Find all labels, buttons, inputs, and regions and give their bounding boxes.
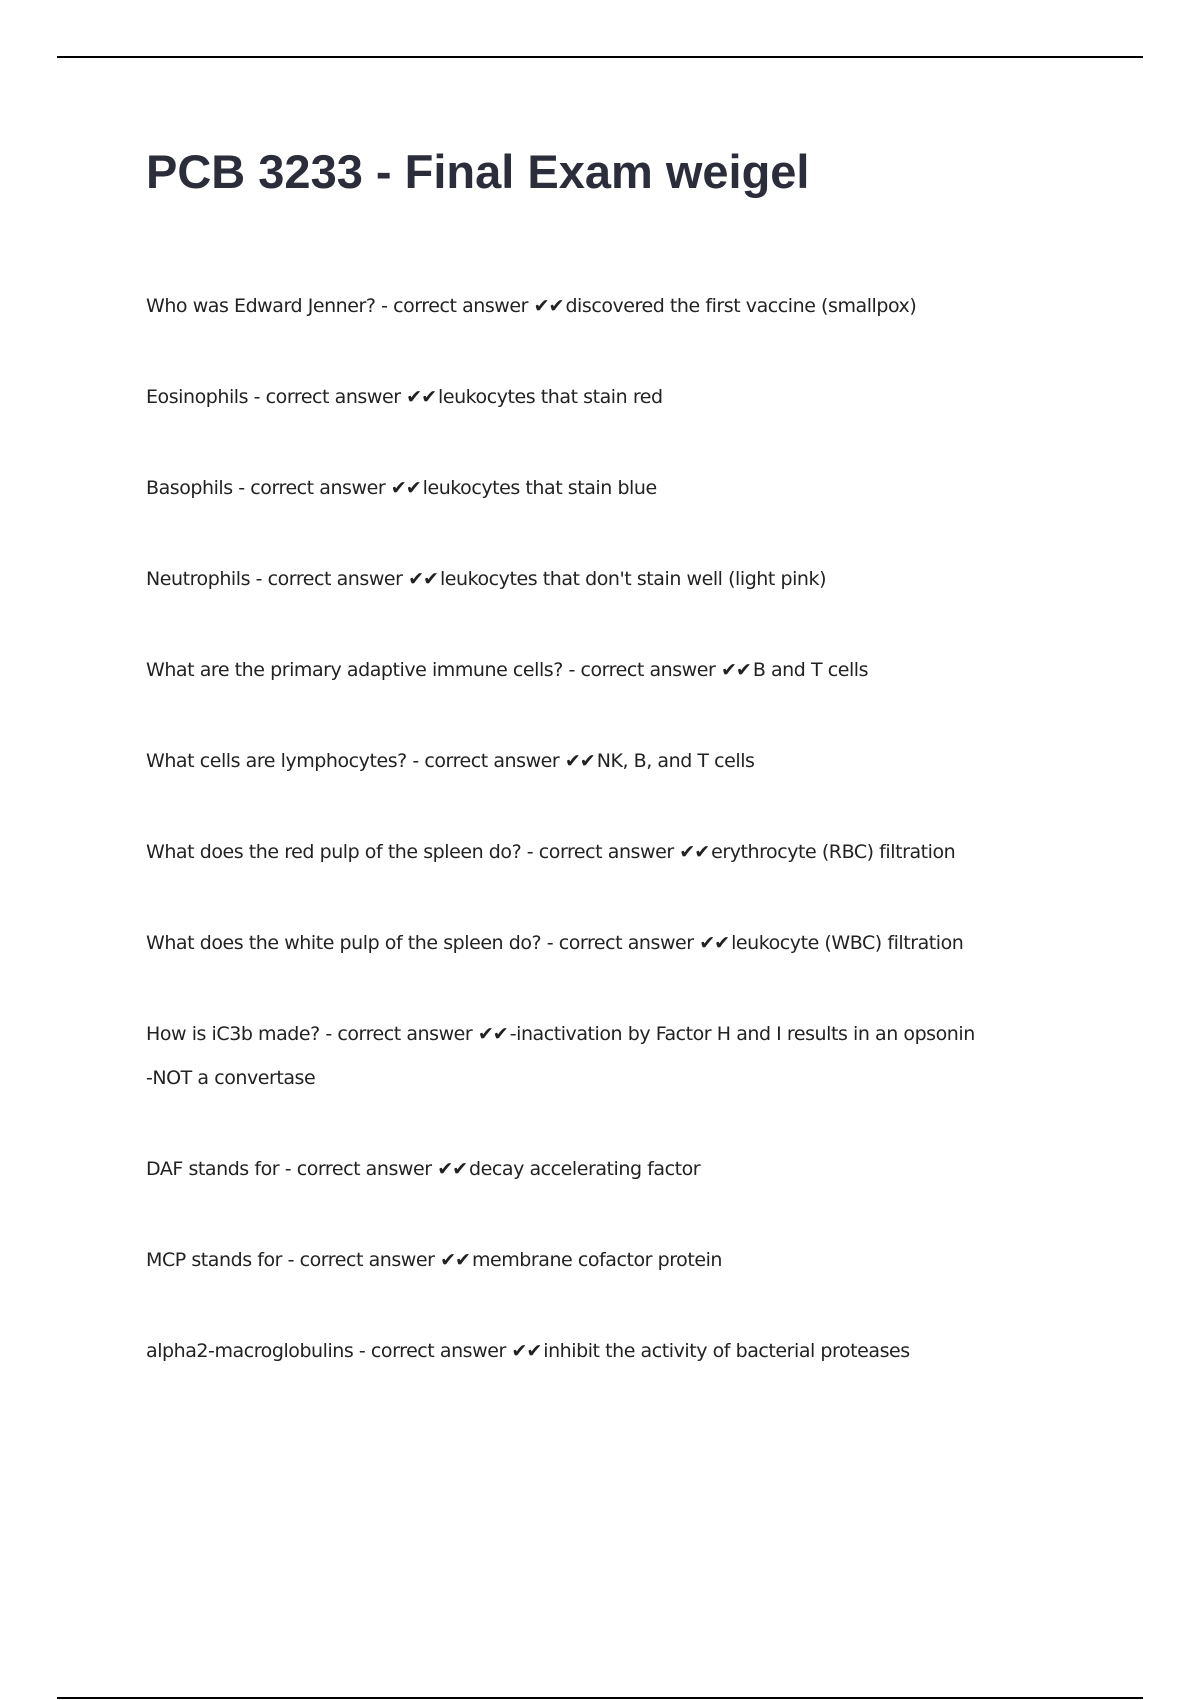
qa-question: What does the red pulp of the spleen do?	[146, 841, 522, 863]
qa-item	[146, 921, 963, 965]
qa-answer: leukocytes that stain red	[438, 386, 663, 408]
qa-answer: discovered the first vaccine (smallpox)	[565, 295, 917, 317]
qa-answer: leukocyte (WBC) filtration	[731, 932, 964, 954]
qa-question: What cells are lymphocytes?	[146, 750, 407, 772]
double-check-icon: ✔✔	[679, 841, 710, 863]
qa-question: Neutrophils	[146, 568, 251, 590]
top-divider	[57, 56, 1143, 58]
qa-answer: -inactivation by Factor H and I results in an opsonin	[509, 1023, 975, 1045]
qa-question: Who was Edward Jenner?	[146, 295, 376, 317]
double-check-icon: ✔✔	[533, 295, 564, 317]
double-check-icon: ✔✔	[720, 659, 751, 681]
qa-answer: leukocytes that stain blue	[422, 477, 657, 499]
qa-answer: membrane cofactor protein	[471, 1249, 722, 1271]
double-check-icon: ✔✔	[390, 477, 421, 499]
qa-separator: - correct answer	[250, 568, 409, 590]
qa-item	[146, 284, 916, 328]
qa-answer: B and T cells	[752, 659, 869, 681]
qa-answer: NK, B, and T cells	[596, 750, 755, 772]
qa-item	[146, 1147, 700, 1191]
qa-question: DAF stands for	[146, 1158, 280, 1180]
qa-answer: inhibit the activity of bacterial proteases	[543, 1340, 910, 1362]
double-check-icon: ✔✔	[437, 1158, 468, 1180]
qa-separator: - correct answer	[279, 1158, 438, 1180]
qa-separator: - correct answer	[232, 477, 391, 499]
qa-separator: - correct answer	[248, 386, 407, 408]
qa-item	[146, 830, 955, 874]
qa-item	[146, 1012, 975, 1056]
qa-separator: - correct answer	[521, 841, 680, 863]
double-check-icon: ✔✔	[699, 932, 730, 954]
qa-question: What does the white pulp of the spleen do?	[146, 932, 542, 954]
double-check-icon: ✔✔	[408, 568, 438, 590]
bottom-divider	[57, 1697, 1143, 1699]
qa-question: alpha2-macroglobulins	[146, 1340, 354, 1362]
qa-answer: decay accelerating factor	[469, 1158, 701, 1180]
double-check-icon: ✔✔	[564, 750, 595, 772]
qa-separator: - correct answer	[406, 750, 565, 772]
document-title: PCB 3233 - Final Exam weigel	[146, 145, 810, 198]
qa-item	[146, 1329, 910, 1373]
qa-item	[146, 648, 868, 692]
qa-question: Basophils	[146, 477, 233, 499]
qa-answer: leukocytes that don't stain well (light pink)	[439, 568, 827, 590]
qa-separator: - correct answer	[562, 659, 721, 681]
qa-separator: - correct answer	[375, 295, 534, 317]
qa-answer: erythrocyte (RBC) filtration	[711, 841, 956, 863]
qa-question: What are the primary adaptive immune cells?	[146, 659, 563, 681]
qa-item	[146, 1238, 722, 1282]
qa-separator: - correct answer	[319, 1023, 478, 1045]
qa-item	[146, 375, 663, 419]
qa-separator: - correct answer	[541, 932, 700, 954]
double-check-icon: ✔✔	[477, 1023, 508, 1045]
qa-answer-line2: -NOT a convertase	[146, 1067, 316, 1089]
double-check-icon: ✔✔	[406, 386, 437, 408]
qa-question: Eosinophils	[146, 386, 249, 408]
qa-item	[146, 557, 826, 601]
qa-item-continuation	[146, 1056, 315, 1100]
double-check-icon: ✔✔	[440, 1249, 470, 1271]
qa-question: MCP stands for	[146, 1249, 283, 1271]
double-check-icon: ✔✔	[511, 1340, 542, 1362]
qa-question: How is iC3b made?	[146, 1023, 320, 1045]
qa-separator: - correct answer	[282, 1249, 441, 1271]
qa-item	[146, 739, 755, 783]
qa-separator: - correct answer	[353, 1340, 512, 1362]
qa-item	[146, 466, 657, 510]
